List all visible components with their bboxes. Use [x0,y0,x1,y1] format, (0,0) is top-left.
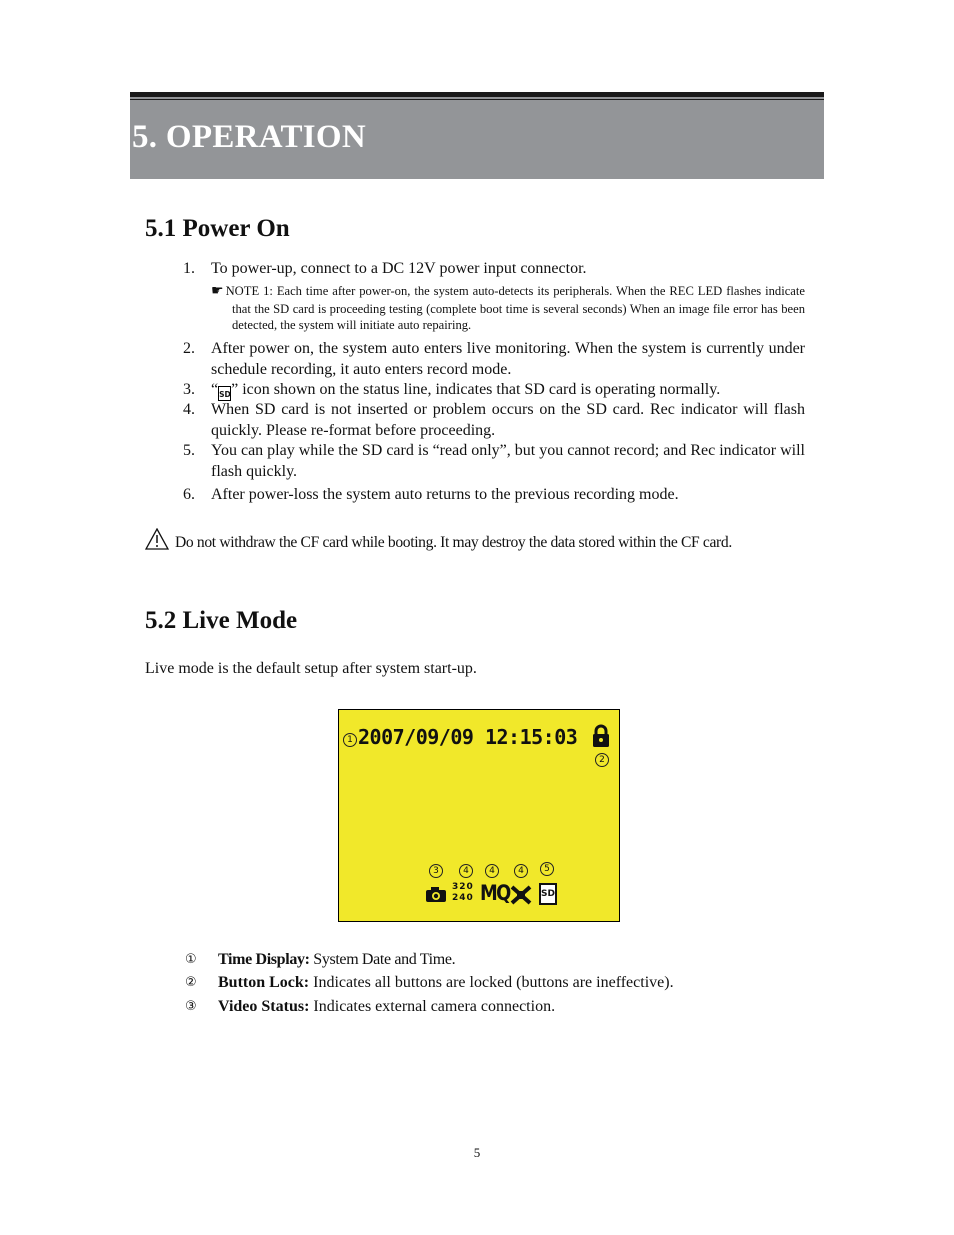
section-title-live-mode: 5.2 Live Mode [145,607,298,634]
live-mode-intro: Live mode is the default setup after system start-up. [145,660,477,677]
marker-lock: 2 [595,753,609,767]
note-text: NOTE 1: Each time after power-on, the system auto-detects its peripherals. When the REC LED flashes indicate that the SD card is proceeding testing (complete boot time is several seconds) When an image file error has been detected, the system will initiate auto repairing. [225,284,805,332]
legend-item-button-lock: ② Button Lock: Indicates all buttons are locked (buttons are ineffective). [185,974,674,991]
quality-indicator: MQ [480,881,510,905]
list-item: 2. After power on, the system auto enters live monitoring. When the system is currently under schedule recording, it auto enters record mode. [183,340,805,378]
resolution-indicator: 320 240 [452,882,474,903]
sd-card-status-icon: SD [539,883,557,905]
legend-item-video-status: ③ Video Status: Indicates external camera connection. [185,998,556,1015]
marker-signal: 4 [514,864,528,878]
list-item: 6. After power-loss the system auto returns to the previous recording mode. [183,486,679,503]
warning-note [145,528,825,552]
screen-time-display: 2007/09/09 12:15:03 [358,725,578,749]
pointing-hand-icon: ☛ [211,284,224,299]
marker-time: 1 [343,733,357,747]
marker-quality: 4 [485,864,499,878]
warning-icon [145,528,169,550]
chapter-title: 5. OPERATION [132,119,367,155]
list-item: 5. You can play while the SD card is “read only”, but you cannot record; and Rec indicator will flash quickly. [183,442,805,480]
note-1 [211,283,805,334]
list-item: 4. When SD card is not inserted or problem occurs on the SD card. Rec indicator will flash quickly. Please re-format before proceeding. [183,401,805,439]
list-item: 1. To power-up, connect to a DC 12V power input connector. [183,260,587,277]
marker-sd: 5 [540,862,554,876]
page-number: 5 [473,1145,481,1160]
live-mode-screen [338,709,620,922]
sd-card-icon: SD [218,386,231,401]
no-signal-icon [509,885,533,905]
warning-text: Do not withdraw the CF card while booting. It may destroy the data stored within the CF card. [175,534,732,551]
section-title-power-on: 5.1 Power On [145,215,290,242]
chapter-header-bar [130,92,824,179]
legend-item-time-display: ① Time Display: System Date and Time. [185,951,456,968]
camera-icon [425,886,447,903]
marker-resolution: 4 [459,864,473,878]
list-item: 3. “SD” icon shown on the status line, indicates that SD card is operating normally. [183,381,721,399]
marker-video: 3 [429,864,443,878]
lock-icon [592,724,610,748]
